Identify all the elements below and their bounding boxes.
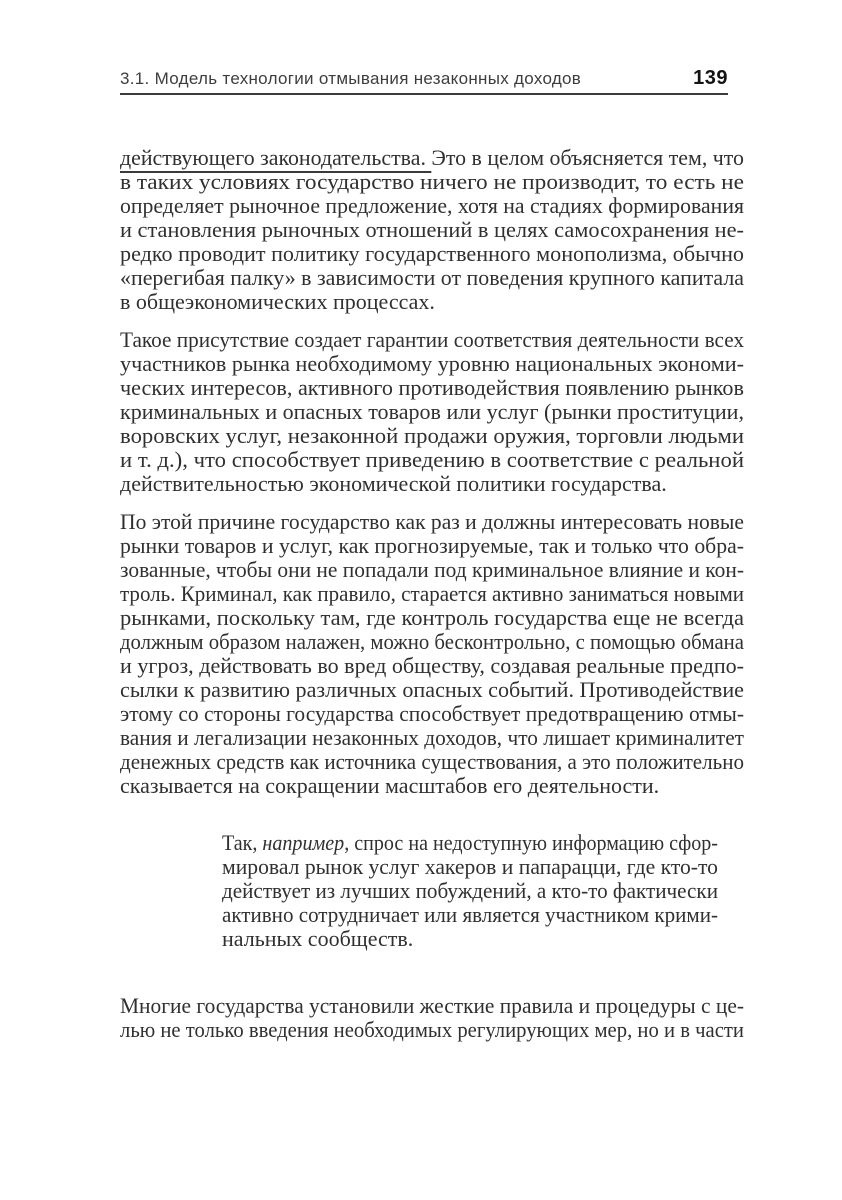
text-line [120, 328, 744, 352]
block-quote [222, 831, 718, 951]
text-line-content [120, 328, 744, 352]
text-line-content [120, 606, 744, 630]
text-segment: мировал рынок услуг хакеров и папарацци, где кто-то [222, 854, 718, 879]
running-head-title: 3.1. Модель технологии отмывания незаконных доходов [120, 69, 582, 88]
page-body [120, 146, 744, 1042]
text-line [120, 242, 744, 266]
text-line-content [120, 702, 744, 726]
paragraph [120, 328, 744, 496]
text-segment: денежных средств как источника существования, а это положительно [120, 749, 744, 774]
paragraph [120, 994, 744, 1042]
text-segment: нальных сообществ. [222, 926, 414, 951]
text-line-content [222, 927, 413, 951]
header-rule [120, 93, 728, 95]
text-line-content [120, 1018, 744, 1042]
text-segment: По этой причине государство как раз и должны интересовать новые [120, 509, 744, 534]
text-segment: троль. Криминал, как правило, старается активно заниматься новыми [120, 581, 744, 606]
text-line [120, 654, 744, 678]
text-line-content [120, 726, 744, 750]
text-segment: участников рынка необходимому уровню национальных экономи- [120, 351, 744, 376]
text-line-content [120, 774, 659, 798]
text-line-content [120, 582, 744, 606]
text-line [222, 831, 718, 855]
text-segment: редко проводит политику государственного монополизма, обычно [120, 241, 744, 266]
text-line-content [120, 170, 744, 194]
text-line [120, 266, 744, 290]
text-line-content [222, 855, 718, 879]
text-segment: вания и легализации незаконных доходов, что лишает криминалитет [120, 725, 744, 750]
text-line [120, 606, 744, 630]
text-segment: , спрос на недоступную информацию сфор- [344, 830, 718, 855]
text-line-content [120, 352, 744, 376]
page-number: 139 [693, 67, 728, 89]
paragraph [120, 510, 744, 798]
text-segment: «перегибая палку» в зависимости от поведения крупного капитала [120, 265, 744, 290]
text-segment: и т. д.), что способствует приведению в соответствие с реальной [120, 447, 744, 472]
text-line-content [120, 218, 744, 242]
text-line [222, 903, 718, 927]
text-segment: действительностью экономической политики государства. [120, 471, 667, 496]
text-line [120, 678, 744, 702]
text-segment: активно сотрудничает или является участником крими- [222, 902, 718, 927]
text-segment: и становления рыночных отношений в целях самосохранения не- [120, 217, 744, 242]
text-line-content [120, 400, 744, 424]
text-line [120, 290, 744, 314]
text-segment: в общеэкономических процессах. [120, 289, 435, 314]
text-line [120, 726, 744, 750]
text-line-content [120, 242, 744, 266]
text-line-content [222, 831, 718, 855]
text-line-content [120, 630, 744, 654]
italic-word: например [262, 830, 345, 855]
paragraph [120, 146, 744, 314]
text-line [222, 927, 718, 951]
text-segment: зованные, чтобы они не попадали под криминальное влияние и кон- [120, 557, 744, 582]
text-line [120, 582, 744, 606]
text-line-content [120, 534, 744, 558]
underlined-phrase: действующего законодательства. [120, 145, 431, 173]
text-segment: рынками, поскольку там, где контроль государства еще не всегда [120, 605, 744, 630]
text-segment: Это в целом объясняется тем, что [431, 145, 744, 170]
running-head-row [120, 67, 728, 90]
text-segment: этому со стороны государства способствует предотвращению отмы- [120, 701, 744, 726]
text-segment: должным образом налажен, можно бесконтрольно, с помощью обмана [120, 629, 744, 654]
text-segment: воровских услуг, незаконной продажи оружия, торговли людьми [120, 423, 744, 448]
text-segment: и угроз, действовать во вред обществу, создавая реальные предпо- [120, 653, 744, 678]
text-segment: Так, [222, 830, 263, 855]
text-line-content [120, 146, 744, 170]
text-segment: в таких условиях государство ничего не производит, то есть не [120, 169, 744, 194]
text-line [120, 352, 744, 376]
text-line-content [120, 654, 744, 678]
text-line-content [120, 558, 744, 582]
text-line [222, 855, 718, 879]
text-line-content [222, 879, 718, 903]
text-segment: Такое присутствие создает гарантии соответствия деятельности всех [120, 327, 744, 352]
text-segment: сылки к развитию различных опасных событий. Противодействие [120, 677, 744, 702]
text-line [120, 448, 744, 472]
text-line [120, 472, 744, 496]
text-line-content [120, 510, 744, 534]
text-line [120, 994, 744, 1018]
text-line-content [120, 448, 744, 472]
text-line [120, 774, 744, 798]
text-line-content [120, 194, 744, 218]
text-line [120, 630, 744, 654]
text-line-content [120, 376, 744, 400]
text-line-content [120, 472, 667, 496]
text-line [120, 750, 744, 774]
text-segment: действует из лучших побуждений, а кто-то фактически [222, 878, 718, 903]
text-line-content [120, 994, 744, 1018]
text-line-content [120, 266, 744, 290]
text-segment: криминальных и опасных товаров или услуг (рынки проституции, [120, 399, 744, 424]
text-line [120, 218, 744, 242]
text-line [120, 534, 744, 558]
text-line [120, 376, 744, 400]
text-segment: определяет рыночное предложение, хотя на стадиях формирования [120, 193, 744, 218]
page-header [120, 67, 728, 95]
text-segment: Многие государства установили жесткие правила и процедуры с це- [120, 993, 744, 1018]
text-line [120, 702, 744, 726]
text-line-content [120, 424, 744, 448]
text-line-content [120, 678, 744, 702]
text-segment: сказывается на сокращении масштабов его деятельности. [120, 773, 660, 798]
text-line [120, 1018, 744, 1042]
text-line [120, 194, 744, 218]
text-line-content [120, 290, 435, 314]
text-line [120, 558, 744, 582]
text-segment: лью не только введения необходимых регулирующих мер, но и в части [120, 1017, 744, 1042]
text-line [120, 146, 744, 170]
text-line-content [120, 750, 744, 774]
text-line [120, 400, 744, 424]
text-segment: рынки товаров и услуг, как прогнозируемые, так и только что обра- [120, 533, 744, 558]
text-line [120, 170, 744, 194]
text-segment: ческих интересов, активного противодействия появлению рынков [120, 375, 744, 400]
text-line [222, 879, 718, 903]
text-line [120, 424, 744, 448]
text-line [120, 510, 744, 534]
text-line-content [222, 903, 718, 927]
